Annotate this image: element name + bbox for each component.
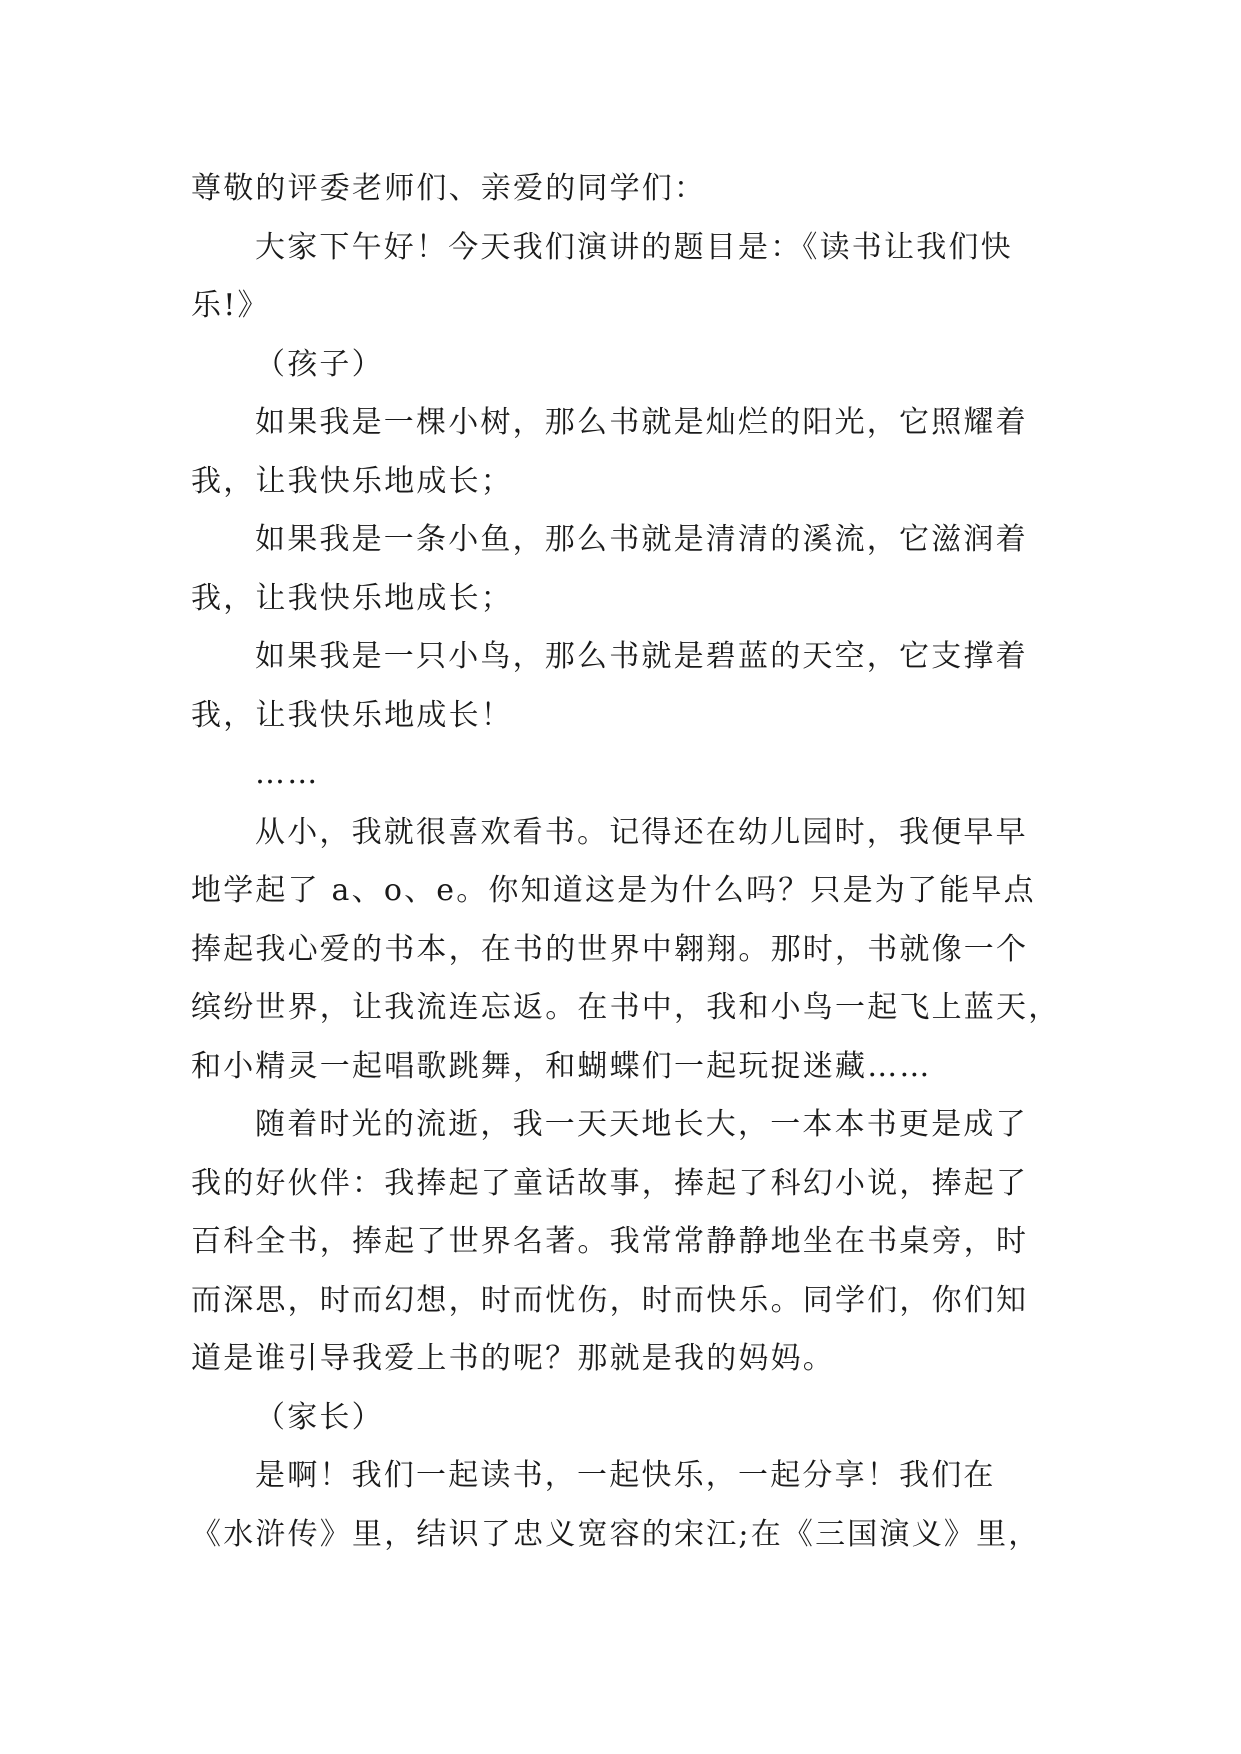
paragraph-line: 从小，我就很喜欢看书。记得还在幼儿园时，我便早早 — [255, 814, 1028, 850]
paragraph-line: 我，让我快乐地成长； — [191, 580, 513, 616]
ellipsis-line: …… — [255, 756, 320, 791]
paragraph-line: 《水浒传》里，结识了忠义宽容的宋江;在《三国演义》里， — [191, 1516, 1041, 1552]
paragraph-line: 我，让我快乐地成长； — [191, 463, 513, 499]
paragraph-line: 是啊！我们一起读书，一起快乐，一起分享！我们在 — [255, 1458, 996, 1493]
paragraph-line: 而深思，时而幻想，时而忧伤，时而快乐。同学们，你们知 — [191, 1282, 1029, 1318]
paragraph-line: 如果我是一条小鱼，那么书就是清清的溪流，它滋润着 — [255, 522, 1028, 557]
paragraph-line: 我的好伙伴：我捧起了童话故事，捧起了科幻小说，捧起了 — [191, 1165, 1029, 1201]
speaker-label: （家长） — [255, 1399, 384, 1435]
paragraph-line: 大家下午好！今天我们演讲的题目是：《读书让我们快 — [255, 229, 1013, 265]
paragraph-line: 地学起了 a、o、e。你知道这是为什么吗？只是为了能早点 — [191, 873, 1036, 908]
paragraph-line: 和小精灵一起唱歌跳舞，和蝴蝶们一起玩捉迷藏…… — [191, 1048, 932, 1084]
paragraph-line: 如果我是一棵小树，那么书就是灿烂的阳光，它照耀着 — [255, 405, 1028, 440]
paragraph-line: 如果我是一只小鸟，那么书就是碧蓝的天空，它支撑着 — [255, 639, 1028, 674]
salutation-line: 尊敬的评委老师们、亲爱的同学们： — [191, 171, 707, 206]
paragraph-line: 捧起我心爱的书本，在书的世界中翱翔。那时，书就像一个 — [191, 931, 1029, 967]
speech-text — [191, 160, 1061, 1564]
paragraph-line: 百科全书，捧起了世界名著。我常常静静地坐在书桌旁，时 — [191, 1224, 1029, 1259]
paragraph-line: 我，让我快乐地成长！ — [191, 697, 513, 733]
paragraph-line: 乐!》 — [191, 288, 270, 323]
speaker-label: （孩子） — [255, 346, 384, 382]
paragraph-line: 随着时光的流逝，我一天天地长大，一本本书更是成了 — [255, 1107, 1028, 1142]
paragraph-line: 缤纷世界，让我流连忘返。在书中，我和小鸟一起飞上蓝天， — [191, 990, 1061, 1025]
paragraph-line: 道是谁引导我爱上书的呢？那就是我的妈妈。 — [191, 1341, 835, 1376]
